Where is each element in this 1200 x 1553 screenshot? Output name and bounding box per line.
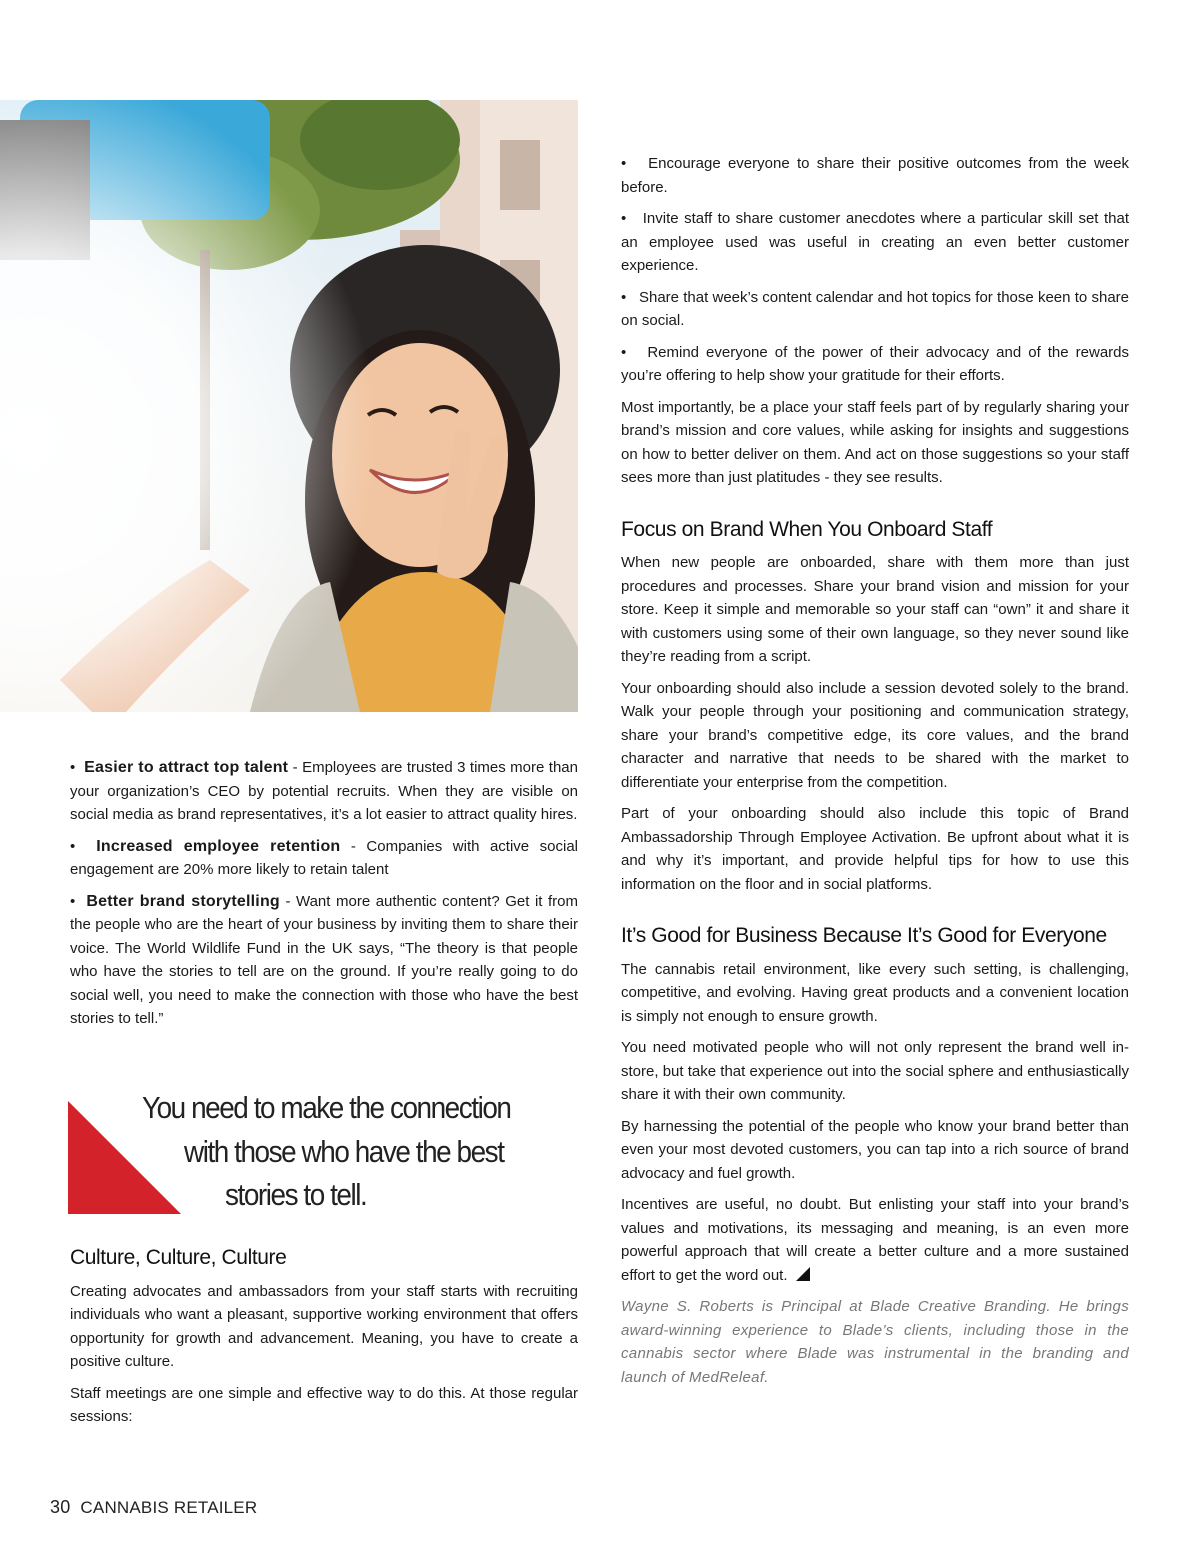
bullet-item: • Share that week’s content calendar and hot topics for those keen to share on social.	[621, 288, 1129, 329]
paragraph: Most importantly, be a place your staff feels part of by regularly sharing your brand’s mission and core values, while asking for insights and suggestions on how to better deliver on them. And act on those suggestions so your staff sees more than just platitudes - they see results.	[621, 398, 1129, 486]
pull-quote	[68, 1086, 588, 1216]
paragraph: You need motivated people who will not only represent the brand well in-store, but take that experience out into the social sphere and enthusiastically share it with their own community.	[621, 1039, 1129, 1103]
left-bullets	[70, 756, 578, 1039]
paragraph-text: Incentives are useful, no doubt. But enlisting your staff into your brand’s values and motivations, its messaging and meaning, is an even more powerful approach that will create a better culture and a more sustained effort to get the word out.	[621, 1196, 1129, 1284]
bullet-text: Remind everyone of the power of their advocacy and of the rewards you’re offering to help show your gratitude for their efforts.	[621, 343, 1129, 384]
paragraph: The cannabis retail environment, like every such setting, is challenging, competitive, and evolving. Having great products and a convenient location is simply not enough to ensure growth.	[621, 960, 1129, 1025]
pull-quote-line: You need to make the connection	[142, 1090, 511, 1125]
page-number: 30	[50, 1497, 71, 1517]
bullet-item: • Encourage everyone to share their positive outcomes from the week before.	[621, 155, 1129, 196]
paragraph: Your onboarding should also include a session devoted solely to the brand. Walk your people through your positioning and communication strategy, share your brand’s competitive edge, its core values, and the brand character and narrative that needs to be shared with the market to differentiate your enterprise from the competition.	[621, 679, 1129, 791]
article-photo	[0, 100, 578, 712]
right-column	[621, 152, 1129, 1397]
bullet-text: Invite staff to share customer anecdotes where a particular skill set that an employee used was useful in creating an even better customer experience.	[621, 210, 1129, 274]
section-heading: Focus on Brand When You Onboard Staff	[621, 517, 993, 541]
bullet-text: - Companies with active social engagement are 20% more likely to retain talent	[70, 837, 578, 878]
bullet-text: - Want more authentic content? Get it from the people who are the heart of your business by inviting them to share their voice. The World Wildlife Fund in the UK says, “The theory is that people who have the stories to tell are on the ground. If you’re really going to do social well, you need to make the connection with those who have the best stories to tell.”	[70, 892, 578, 1027]
author-byline: Wayne S. Roberts is Principal at Blade Creative Branding. He brings award-winning experience to Blade’s clients, including those in the cannabis sector where Blade was instrumental in the branding and launch of MedReleaf.	[621, 1298, 1129, 1386]
paragraph	[621, 1193, 1129, 1287]
paragraph: Part of your onboarding should also include this topic of Brand Ambassadorship Through Employee Activation. Be upfront about what it is and why it’s important, and provide helpful tips for how to use this information on the floor and in social platforms.	[621, 805, 1129, 893]
pull-quote-line: stories to tell.	[225, 1177, 367, 1212]
end-mark-icon	[796, 1267, 810, 1281]
paragraph: By harnessing the potential of the people who know your brand better than even your most devoted customers, you can tap into a rich source of brand advocacy and fuel growth.	[621, 1117, 1129, 1182]
paragraph: When new people are onboarded, share with them more than just procedures and processes. Share your brand vision and mission for your store. Keep it simple and memorable so your staff can “own” it and share it with customers using some of their own language, so they never sound like they’re reading from a script.	[621, 554, 1129, 665]
bullet-text: Share that week’s content calendar and hot topics for those keen to share on social.	[621, 288, 1129, 329]
culture-section	[70, 1246, 578, 1437]
section-heading: It’s Good for Business Because It’s Good for Everyone	[621, 924, 1107, 947]
bullet-item: • Better brand storytelling - Want more authentic content? Get it from the people who are the heart of your business by inviting them to share their voice. The World Wildlife Fund in the UK says, “The theory is that people who have the stories to tell are on the ground. If you’re really going to do social well, you need to make the connection with those who have the best stories to tell.”	[70, 892, 578, 1027]
paragraph: Staff meetings are one simple and effective way to do this. At those regular sessions:	[70, 1384, 578, 1425]
bullet-lead: Better brand storytelling	[86, 892, 280, 910]
bullet-item: • Increased employee retention - Companies with active social engagement are 20% more likely to retain talent	[70, 837, 578, 878]
section-heading: Culture, Culture, Culture	[70, 1246, 287, 1269]
paragraph: Creating advocates and ambassadors from your staff starts with recruiting individuals who want a pleasant, supportive working environment that offers opportunity for growth and advancement. Meaning, you have to create a positive culture.	[70, 1282, 578, 1370]
bullet-text: - Employees are trusted 3 times more than your organization’s CEO by potential recruits. When they are visible on social media as brand representatives, it’s a lot easier to attract quality hires.	[70, 759, 578, 823]
page-footer	[50, 1497, 257, 1518]
woman-selfie-photo-icon	[0, 100, 578, 712]
pull-quote-line: with those who have the best	[184, 1134, 504, 1169]
bullet-lead: Easier to attract top talent	[84, 759, 289, 776]
bullet-item: • Invite staff to share customer anecdotes where a particular skill set that an employee used was useful in creating an even better customer experience.	[621, 210, 1129, 274]
bullet-item: • Easier to attract top talent - Employees are trusted 3 times more than your organization’s CEO by potential recruits. When they are visible on social media as brand representatives, it’s a lot easier to attract quality hires.	[70, 759, 578, 823]
magazine-name: CANNABIS RETAILER	[80, 1498, 258, 1517]
bullet-lead: Increased employee retention	[96, 837, 341, 855]
bullet-item: • Remind everyone of the power of their advocacy and of the rewards you’re offering to help show your gratitude for their efforts.	[621, 343, 1129, 384]
bullet-text: Encourage everyone to share their positive outcomes from the week before.	[621, 155, 1129, 196]
